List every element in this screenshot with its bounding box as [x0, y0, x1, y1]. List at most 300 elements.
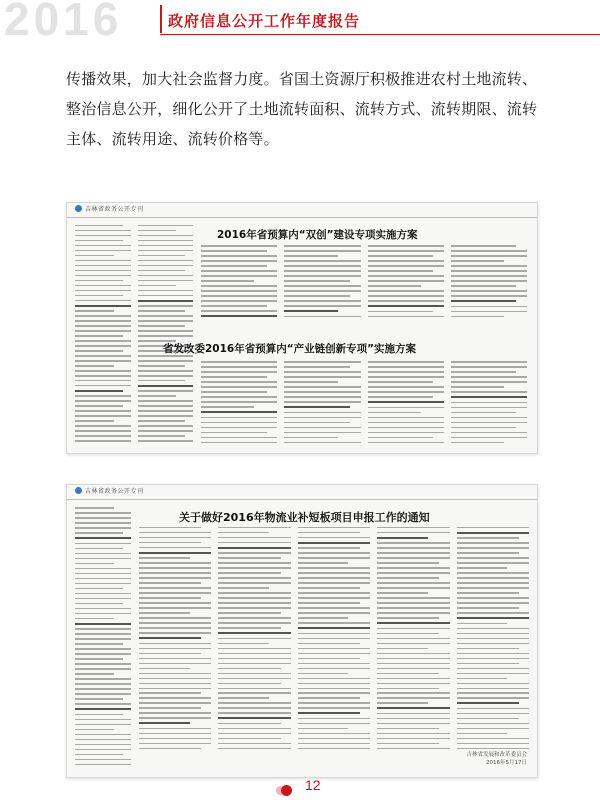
greeked-text-line — [138, 360, 194, 361]
header-divider — [160, 5, 162, 33]
greeked-text-line — [284, 366, 350, 368]
greeked-text-line — [75, 628, 131, 630]
greeked-text-line — [138, 225, 194, 226]
greeked-text-line — [139, 597, 201, 598]
greeked-text-line — [75, 588, 123, 590]
greeked-text-line — [139, 722, 190, 724]
greeked-text-line — [368, 311, 434, 313]
greeked-text-line — [75, 280, 123, 281]
greeked-text-line — [201, 280, 254, 282]
greeked-text-line — [218, 607, 290, 608]
clipping-2-columns — [139, 527, 529, 753]
greeked-text-line — [139, 738, 211, 739]
greeked-text-line — [368, 280, 444, 282]
greeked-text-line — [218, 562, 290, 563]
greeked-text-line — [368, 376, 444, 378]
greeked-text-line — [218, 622, 290, 623]
greeked-text-line — [201, 315, 277, 317]
greeked-text-line — [377, 542, 449, 543]
greeked-text-line — [284, 316, 360, 318]
greeked-text-line — [298, 582, 370, 583]
greeked-text-line — [457, 602, 529, 603]
greeked-text-line — [218, 663, 290, 664]
text-column — [377, 527, 449, 753]
greeked-text-line — [75, 395, 131, 396]
greeked-text-line — [201, 396, 277, 398]
newspaper-clipping-1 — [66, 202, 538, 454]
greeked-text-line — [201, 381, 277, 383]
greeked-text-line — [457, 658, 529, 659]
greeked-text-line — [218, 582, 290, 583]
clipping-1-upper-columns — [201, 245, 527, 321]
greeked-text-line — [377, 733, 449, 734]
greeked-text-line — [457, 728, 529, 729]
greeked-text-line — [284, 442, 360, 444]
greeked-text-line — [298, 587, 360, 588]
greeked-text-line — [75, 568, 131, 570]
greeked-text-line — [75, 739, 131, 741]
greeked-text-line — [368, 285, 421, 287]
greeked-text-line — [75, 275, 131, 276]
greeked-text-line — [457, 688, 529, 689]
greeked-text-line — [138, 310, 186, 311]
greeked-text-line — [368, 255, 434, 257]
greeked-text-line — [75, 729, 114, 731]
greeked-text-line — [75, 744, 131, 746]
greeked-text-line — [284, 371, 360, 373]
greeked-text-line — [457, 572, 529, 573]
greeked-text-line — [75, 754, 123, 756]
greeked-text-line — [75, 240, 123, 241]
greeked-text-line — [139, 692, 201, 693]
greeked-text-line — [457, 702, 519, 704]
greeked-text-line — [218, 638, 290, 639]
greeked-text-line — [457, 648, 519, 649]
greeked-text-line — [377, 728, 439, 729]
greeked-text-line — [284, 422, 350, 424]
greeked-text-line — [201, 406, 254, 408]
greeked-text-line — [75, 703, 131, 705]
greeked-text-line — [451, 386, 504, 388]
text-column — [201, 245, 277, 321]
greeked-text-line — [218, 702, 290, 703]
greeked-text-line — [75, 330, 131, 331]
greeked-text-line — [451, 295, 527, 297]
greeked-text-line — [298, 627, 370, 629]
greeked-text-line — [75, 658, 123, 660]
greeked-text-line — [368, 265, 444, 267]
greeked-text-line — [377, 678, 449, 679]
greeked-text-line — [75, 734, 131, 736]
greeked-text-line — [457, 668, 529, 669]
greeked-text-line — [138, 405, 194, 406]
page-number: 12 — [305, 777, 321, 793]
clipping-1-headline-2: 省发改委2016年省预算内“产业链创新专项”实施方案 — [163, 343, 417, 355]
greeked-text-line — [75, 300, 131, 301]
greeked-text-line — [377, 718, 449, 719]
greeked-text-line — [75, 310, 114, 311]
greeked-text-line — [284, 427, 360, 429]
greeked-text-line — [218, 627, 280, 628]
greeked-text-line — [451, 311, 527, 313]
greeked-text-line — [75, 643, 123, 645]
greeked-text-line — [298, 653, 370, 654]
report-title: 政府信息公开工作年度报告 — [168, 12, 361, 30]
greeked-text-line — [368, 250, 444, 252]
greeked-text-line — [451, 285, 517, 287]
greeked-text-line — [218, 572, 280, 573]
greeked-text-line — [218, 738, 280, 739]
greeked-text-line — [201, 260, 277, 262]
greeked-text-line — [218, 612, 280, 613]
greeked-text-line — [298, 668, 370, 669]
greeked-text-line — [284, 290, 360, 292]
greeked-text-line — [138, 265, 194, 266]
greeked-text-line — [368, 290, 444, 292]
greeked-text-line — [377, 587, 449, 588]
text-column — [298, 527, 370, 753]
greeked-text-line — [75, 435, 131, 436]
greeked-text-line — [138, 410, 194, 411]
greeked-text-line — [218, 542, 290, 543]
greeked-text-line — [218, 602, 290, 603]
greeked-text-line — [298, 712, 360, 714]
greeked-text-line — [457, 597, 529, 598]
text-column — [457, 527, 529, 753]
greeked-text-line — [75, 517, 131, 519]
greeked-text-line — [284, 401, 360, 403]
greeked-text-line — [451, 361, 527, 363]
greeked-text-line — [457, 557, 529, 558]
greeked-text-line — [218, 717, 290, 719]
greeked-text-line — [298, 673, 349, 674]
greeked-text-line — [75, 749, 131, 751]
greeked-text-line — [75, 335, 123, 336]
greeked-text-line — [75, 708, 131, 710]
greeked-text-line — [139, 542, 201, 543]
greeked-text-line — [201, 300, 277, 302]
greeked-text-line — [201, 432, 267, 434]
greeked-text-line — [377, 697, 449, 698]
greeked-text-line — [218, 527, 290, 528]
greeked-text-line — [218, 697, 269, 698]
greeked-text-line — [75, 719, 131, 721]
greeked-text-line — [75, 405, 123, 406]
greeked-text-line — [75, 235, 131, 236]
greeked-text-line — [139, 622, 211, 623]
greeked-text-line — [457, 612, 529, 613]
greeked-text-line — [457, 673, 529, 674]
greeked-text-line — [377, 702, 428, 703]
greeked-text-line — [138, 370, 194, 371]
greeked-text-line — [139, 632, 211, 633]
greeked-text-line — [298, 597, 370, 598]
greeked-text-line — [457, 532, 529, 534]
greeked-text-line — [377, 547, 449, 548]
greeked-text-line — [75, 285, 131, 286]
greeked-text-line — [284, 396, 360, 398]
greeked-text-line — [75, 420, 114, 421]
greeked-text-line — [457, 567, 508, 568]
greeked-text-line — [377, 597, 449, 598]
greeked-text-line — [451, 432, 527, 434]
greeked-text-line — [139, 552, 211, 554]
greeked-text-line — [368, 396, 434, 398]
greeked-text-line — [457, 678, 508, 679]
greeked-text-line — [368, 260, 444, 262]
greeked-text-line — [138, 260, 194, 261]
greeked-text-line — [75, 618, 114, 620]
greeked-text-line — [138, 375, 194, 376]
greeked-text-line — [298, 658, 360, 659]
greeked-text-line — [368, 305, 444, 307]
greeked-text-line — [75, 548, 123, 550]
greeked-text-line — [75, 315, 131, 316]
greeked-text-line — [139, 592, 211, 593]
greeked-text-line — [368, 361, 444, 363]
greeked-text-line — [75, 320, 131, 321]
greeked-text-line — [457, 562, 529, 563]
greeked-text-line — [284, 310, 337, 312]
greeked-text-line — [138, 430, 194, 431]
text-column — [75, 507, 131, 769]
greeked-text-line — [377, 643, 449, 644]
greeked-text-line — [298, 678, 370, 679]
greeked-text-line — [368, 316, 444, 318]
greeked-text-line — [377, 692, 449, 693]
greeked-text-line — [457, 607, 519, 608]
greeked-text-line — [218, 587, 269, 588]
greeked-text-line — [298, 562, 349, 563]
greeked-text-line — [75, 390, 123, 392]
greeked-text-line — [75, 290, 131, 291]
greeked-text-line — [298, 592, 370, 593]
greeked-text-line — [298, 707, 370, 708]
greeked-text-line — [75, 370, 131, 371]
greeked-text-line — [139, 572, 211, 573]
greeked-text-line — [139, 712, 211, 713]
greeked-text-line — [138, 290, 194, 291]
greeked-text-line — [368, 366, 444, 368]
greeked-text-line — [218, 557, 280, 558]
greeked-text-line — [75, 537, 131, 539]
greeked-text-line — [298, 692, 370, 693]
text-column — [138, 225, 194, 445]
greeked-text-line — [457, 628, 529, 629]
text-column — [284, 245, 360, 321]
greeked-text-line — [368, 432, 444, 434]
greeked-text-line — [457, 552, 519, 553]
greeked-text-line — [75, 608, 131, 610]
greeked-text-line — [377, 552, 449, 553]
greeked-text-line — [138, 420, 186, 421]
greeked-text-line — [451, 280, 527, 282]
greeked-text-line — [201, 245, 277, 247]
greeked-text-line — [201, 290, 277, 292]
greeked-text-line — [457, 617, 529, 619]
greeked-text-line — [75, 295, 123, 296]
greeked-text-line — [75, 507, 114, 509]
greeked-text-line — [75, 365, 114, 366]
greeked-text-line — [75, 648, 131, 650]
greeked-text-line — [377, 668, 449, 669]
text-column — [451, 361, 527, 447]
clipping-masthead — [67, 485, 537, 500]
greeked-text-line — [138, 330, 194, 331]
text-column — [75, 225, 131, 445]
greeked-text-line — [368, 381, 434, 383]
greeked-text-line — [75, 360, 131, 361]
greeked-text-line — [451, 265, 527, 267]
greeked-text-line — [75, 385, 131, 386]
greeked-text-line — [138, 230, 177, 231]
greeked-text-line — [75, 410, 131, 411]
issue-date: 2016年5月17日 — [486, 760, 527, 766]
greeked-text-line — [284, 270, 360, 272]
greeked-text-line — [75, 714, 123, 716]
greeked-text-line — [75, 668, 131, 670]
text-column — [139, 527, 211, 753]
greeked-text-line — [139, 537, 211, 538]
greeked-text-line — [457, 692, 529, 693]
greeked-text-line — [138, 385, 194, 387]
greeked-text-line — [218, 728, 290, 729]
greeked-text-line — [75, 270, 131, 271]
greeked-text-line — [201, 401, 277, 403]
greeked-text-line — [451, 245, 517, 247]
greeked-text-line — [284, 417, 360, 419]
greeked-text-line — [75, 255, 114, 256]
greeked-text-line — [284, 280, 350, 282]
greeked-text-line — [377, 557, 449, 558]
greeked-text-line — [75, 759, 131, 761]
greeked-text-line — [218, 532, 269, 533]
greeked-text-line — [139, 743, 211, 744]
greeked-text-line — [457, 683, 529, 684]
greeked-text-line — [284, 295, 350, 297]
greeked-text-line — [451, 417, 527, 419]
greeked-text-line — [201, 417, 277, 419]
greeked-text-line — [75, 593, 131, 595]
greeked-text-line — [451, 275, 527, 277]
greeked-text-line — [457, 718, 519, 719]
greeked-text-line — [75, 430, 131, 431]
greeked-text-line — [457, 542, 529, 543]
newspaper-clipping-2 — [66, 484, 538, 778]
greeked-text-line — [138, 250, 194, 251]
greeked-text-line — [218, 577, 290, 578]
greeked-text-line — [298, 702, 370, 703]
greeked-text-line — [139, 532, 211, 533]
greeked-text-line — [138, 240, 194, 241]
greeked-text-line — [377, 622, 449, 624]
clipping-tag: 吉林省政务公开专刊 — [75, 205, 144, 215]
greeked-text-line — [284, 412, 360, 414]
greeked-text-line — [139, 707, 201, 708]
greeked-text-line — [377, 683, 449, 684]
greeked-text-line — [457, 582, 529, 583]
greeked-text-line — [139, 688, 211, 689]
greeked-text-line — [457, 623, 508, 624]
greeked-text-line — [377, 653, 449, 654]
greeked-text-line — [457, 643, 529, 644]
greeked-text-line — [451, 316, 504, 318]
greeked-text-line — [368, 270, 434, 272]
greeked-text-line — [139, 748, 201, 749]
greeked-text-line — [451, 255, 527, 257]
greeked-text-line — [368, 422, 444, 424]
greeked-text-line — [218, 592, 290, 593]
greeked-text-line — [377, 743, 439, 744]
greeked-text-line — [201, 376, 267, 378]
greeked-text-line — [451, 391, 527, 393]
text-column — [284, 361, 360, 447]
greeked-text-line — [138, 325, 186, 326]
greeked-text-line — [284, 305, 360, 307]
greeked-text-line — [75, 440, 131, 441]
greeked-text-line — [75, 688, 131, 690]
report-year: 2016 — [4, 0, 123, 45]
greeked-text-line — [75, 522, 131, 524]
greeked-text-line — [138, 440, 194, 441]
greeked-text-line — [201, 442, 277, 444]
greeked-text-line — [451, 381, 527, 383]
header-rule — [160, 34, 600, 35]
greeked-text-line — [75, 512, 131, 514]
greeked-text-line — [377, 532, 449, 533]
greeked-text-line — [201, 386, 277, 388]
greeked-text-line — [368, 245, 444, 247]
greeked-text-line — [298, 547, 360, 548]
greeked-text-line — [451, 396, 527, 398]
greeked-text-line — [201, 295, 277, 297]
greeked-text-line — [75, 415, 131, 416]
greeked-text-line — [451, 376, 527, 378]
greeked-text-line — [218, 668, 280, 669]
greeked-text-line — [75, 245, 131, 246]
greeked-text-line — [138, 300, 194, 302]
greeked-text-line — [75, 573, 131, 575]
greeked-text-line — [75, 380, 131, 381]
greeked-text-line — [138, 270, 186, 271]
greeked-text-line — [457, 592, 519, 593]
text-column — [201, 361, 277, 447]
greeked-text-line — [298, 607, 370, 608]
greeked-text-line — [201, 437, 277, 439]
greeked-text-line — [284, 361, 360, 363]
greeked-text-line — [139, 683, 211, 684]
greeked-text-line — [201, 391, 267, 393]
greeked-text-line — [457, 708, 529, 709]
greeked-text-line — [138, 305, 194, 306]
greeked-text-line — [377, 617, 439, 618]
clipping-1-headline-1: 2016年省预算内“双创”建设专项实施方案 — [217, 229, 418, 241]
greeked-text-line — [138, 365, 186, 366]
greeked-text-line — [218, 648, 290, 649]
greeked-text-line — [298, 638, 370, 639]
greeked-text-line — [457, 653, 529, 654]
greeked-text-line — [284, 300, 360, 302]
greeked-text-line — [75, 543, 131, 545]
greeked-text-line — [138, 400, 194, 401]
greeked-text-line — [218, 597, 290, 598]
clipping-1-left-column — [75, 225, 193, 445]
greeked-text-line — [218, 748, 290, 749]
greeked-text-line — [75, 638, 131, 640]
greeked-text-line — [218, 547, 290, 549]
greeked-text-line — [201, 371, 277, 373]
greeked-text-line — [75, 613, 131, 615]
